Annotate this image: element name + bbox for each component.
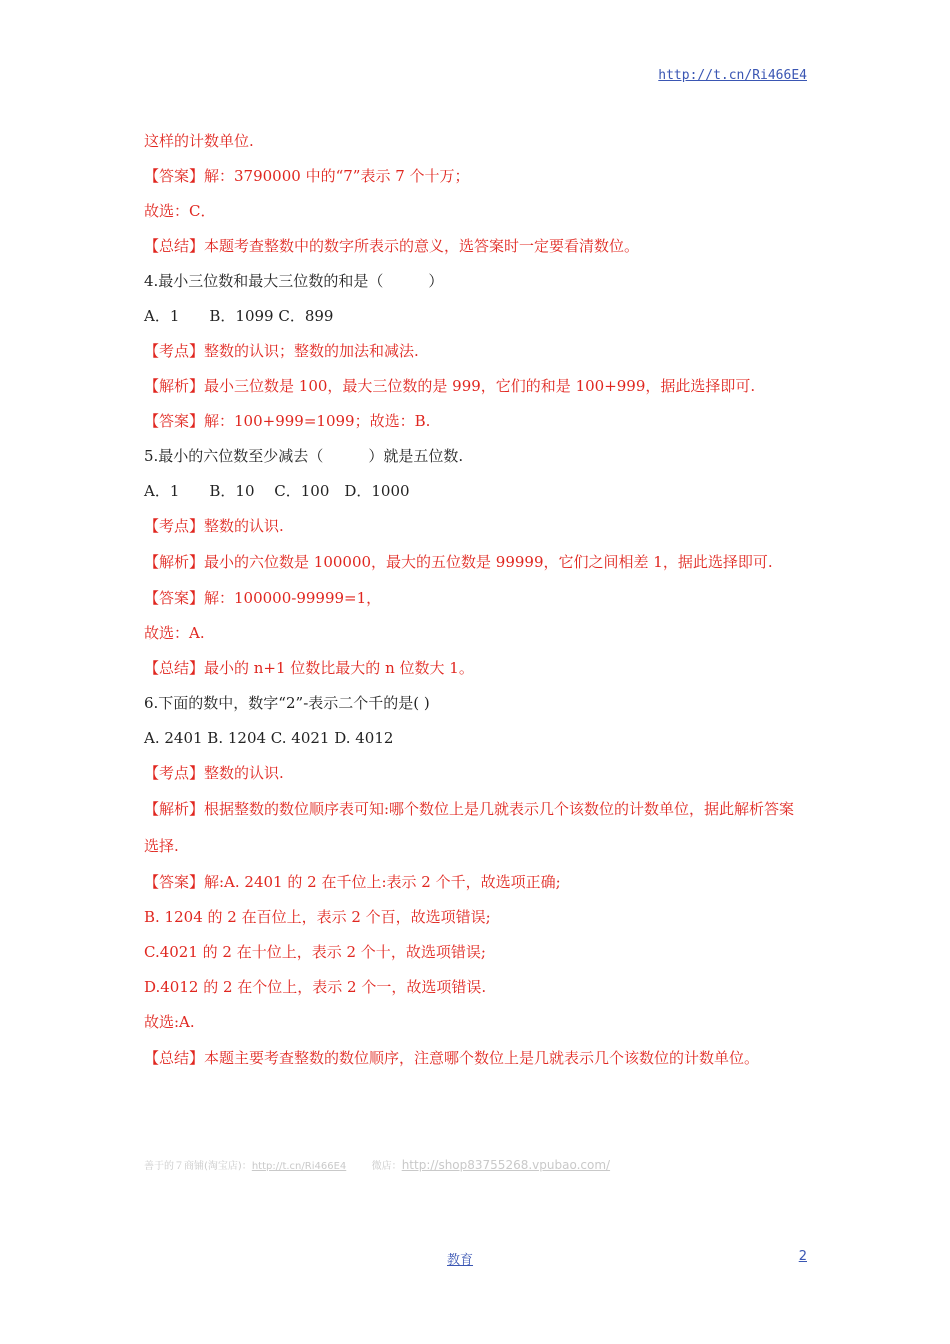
text-line: 【答案】解:A. 2401 的 2 在千位上:表示 2 个千，故选项正确; bbox=[144, 873, 561, 891]
text-line: 【总结】本题考查整数中的数字所表示的意义，选答案时一定要看清数位。 bbox=[144, 237, 640, 255]
text-line: 故选：C． bbox=[144, 202, 216, 220]
text-line: A．1 B．10 C．100 D．1000 bbox=[144, 482, 410, 500]
text-line: A. 2401 B. 1204 C. 4021 D. 4012 bbox=[144, 729, 394, 747]
text-line: 【考点】整数的认识. bbox=[144, 517, 284, 535]
document-body bbox=[144, 124, 808, 1077]
footer-wd-link[interactable]: http://shop83755268.vpubao.com/ bbox=[401, 1158, 611, 1172]
text-line: 故选:A. bbox=[144, 1013, 195, 1031]
footer-shop-link[interactable]: http://t.cn/Ri466E4 bbox=[251, 1161, 347, 1172]
text-line: 【解析】最小的六位数是 100000，最大的五位数是 99999，它们之间相差 1，据此选择即可. bbox=[144, 553, 773, 571]
header-url-link[interactable]: http://t.cn/Ri466E4 bbox=[658, 68, 807, 83]
text-line: 【考点】整数的认识；整数的加法和减法. bbox=[144, 342, 419, 360]
text-line: 6.下面的数中，数字“2”-表示二个千的是( ) bbox=[144, 694, 430, 712]
text-line: B. 1204 的 2 在百位上，表示 2 个百，故选项错误; bbox=[144, 908, 491, 926]
text-line: 【解析】最小三位数是 100，最大三位数的是 999，它们的和是 100+999，据此选择即可. bbox=[144, 377, 756, 395]
text-line: 【答案】解：100+999=1099；故选：B. bbox=[144, 412, 431, 430]
text-line: D.4012 的 2 在个位上，表示 2 个一，故选项错误. bbox=[144, 978, 487, 996]
text-line: 这样的计数单位. bbox=[144, 132, 254, 150]
text-line: 5.最小的六位数至少减去（ ）就是五位数. bbox=[144, 447, 464, 465]
text-line: 【答案】解：100000-99999=1， bbox=[144, 589, 382, 607]
text-line: 4.最小三位数和最大三位数的和是（ ） bbox=[144, 272, 444, 290]
text-line: A．1 B．1099 C．899 bbox=[144, 307, 334, 325]
text-line: 【总结】本题主要考查整数的数位顺序，注意哪个数位上是几就表示几个该数位的计数单位。 bbox=[144, 1049, 760, 1067]
footer-center-link[interactable]: 教育 bbox=[447, 1253, 474, 1268]
text-line: 【答案】解：3790000 中的“7”表示 7 个十万； bbox=[144, 167, 470, 185]
footer-wd-label: 微店： bbox=[371, 1161, 402, 1172]
text-line: C.4021 的 2 在十位上，表示 2 个十，故选项错误; bbox=[144, 943, 486, 961]
footer-shop-note bbox=[144, 1157, 610, 1172]
text-line: 【总结】最小的 n+1 位数比最大的 n 位数大 1。 bbox=[144, 659, 474, 677]
text-line: 【考点】整数的认识. bbox=[144, 764, 284, 782]
footer-shop-label: 善于的７商铺(淘宝店)： bbox=[144, 1161, 252, 1172]
page-number[interactable]: 2 bbox=[798, 1249, 807, 1264]
text-line: 【解析】根据整数的数位顺序表可知:哪个数位上是几就表示几个该数位的计数单位，据此解析答案选择. bbox=[144, 800, 795, 855]
text-line: 故选：A. bbox=[144, 624, 205, 642]
